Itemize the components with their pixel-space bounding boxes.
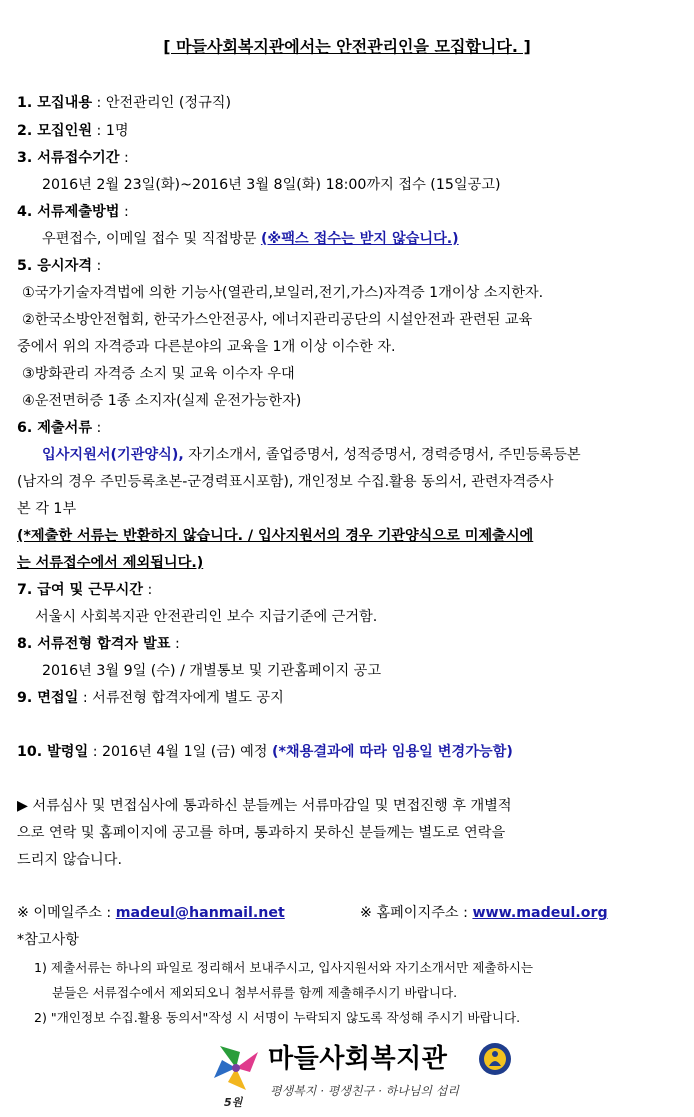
item-5 bbox=[17, 255, 101, 275]
item-10 bbox=[17, 741, 513, 761]
documents-note-1: (*제출한 서류는 반환하지 않습니다. / 입사지원서의 경우 기관양식으로 미제출시에 bbox=[17, 528, 534, 544]
item-9-value: : 서류전형 합격자에게 별도 공지 bbox=[78, 690, 284, 706]
org-logo bbox=[210, 1038, 510, 1110]
qualification-2a: ②한국소방안전협회, 한국가스안전공사, 에너지관리공단의 시설안전과 관련된 교육 bbox=[22, 312, 533, 328]
item-1-label: 1. 모집내용 bbox=[17, 95, 93, 111]
item-8-detail: 2016년 3월 9일 (수) / 개별통보 및 기관홈페이지 공고 bbox=[42, 663, 382, 679]
qualification-1: ①국가기술자격법에 의한 기능사(열관리,보일러,전기,가스)자격증 1개이상 소지한자. bbox=[22, 285, 544, 301]
item-10-label: 10. 발령일 bbox=[17, 744, 89, 760]
item-6 bbox=[17, 417, 101, 437]
email-link[interactable]: madeul@hanmail.net bbox=[115, 905, 285, 921]
email-label: ※ 이메일주소 : bbox=[17, 905, 116, 921]
qualification-3: ③방화관리 자격증 소지 및 교육 이수자 우대 bbox=[22, 366, 295, 382]
reference-1b: 분들은 서류접수에서 제외되오니 첨부서류를 함께 제출해주시기 바랍니다. bbox=[52, 985, 458, 1000]
appointment-note: (*채용결과에 따라 임용일 변경가능함) bbox=[272, 744, 513, 760]
item-3 bbox=[17, 147, 129, 167]
documents-line-3: 본 각 1부 bbox=[17, 501, 77, 517]
item-1 bbox=[17, 92, 231, 112]
item-3-sep: : bbox=[119, 150, 129, 166]
item-2 bbox=[17, 120, 129, 140]
item-10-value: : 2016년 4월 1일 (금) 예정 bbox=[88, 744, 273, 760]
fax-note: (※팩스 접수는 받지 않습니다.) bbox=[260, 231, 459, 247]
documents-line-2: (남자의 경우 주민등록초본-군경력표시포함), 개인정보 수집.활용 동의서, 관련자격증사 bbox=[17, 474, 554, 490]
item-2-value: : 1명 bbox=[92, 123, 129, 139]
homepage-link[interactable]: www.madeul.org bbox=[472, 905, 608, 921]
item-8-sep: : bbox=[170, 636, 180, 652]
item-2-label: 2. 모집인원 bbox=[17, 123, 93, 139]
documents-line-1 bbox=[42, 444, 581, 464]
item-5-sep: : bbox=[92, 258, 102, 274]
notice-line-1: ▶ 서류심사 및 면접심사에 통과하신 분들께는 서류마감일 및 면접진행 후 개별적 bbox=[17, 798, 512, 814]
item-7 bbox=[17, 579, 152, 599]
documents-note-2: 는 서류접수에서 제외됩니다.) bbox=[17, 555, 204, 571]
item-9 bbox=[17, 687, 284, 707]
email-contact bbox=[17, 902, 285, 922]
item-7-label: 7. 급여 및 근무시간 bbox=[17, 582, 144, 598]
qualification-4: ④운전면허증 1종 소지자(실제 운전가능한자) bbox=[22, 393, 302, 409]
item-9-label: 9. 면접일 bbox=[17, 690, 79, 706]
item-3-label: 3. 서류접수기간 bbox=[17, 150, 120, 166]
anniversary-mark: 5원 bbox=[224, 1096, 243, 1109]
item-6-sep: : bbox=[92, 420, 102, 436]
item-7-detail: 서울시 사회복지관 안전관리인 보수 지급기준에 근거함. bbox=[35, 609, 378, 625]
org-name: 마들사회복지관 bbox=[268, 1044, 448, 1074]
item-4 bbox=[17, 201, 129, 221]
item-7-sep: : bbox=[143, 582, 153, 598]
item-5-label: 5. 응시자격 bbox=[17, 258, 93, 274]
reference-2: 2) "개인정보 수집.활용 동의서"작성 시 서명이 누락되지 않도록 작성해 주시기 바랍니다. bbox=[34, 1010, 521, 1025]
item-3-detail: 2016년 2월 23일(화)~2016년 3월 8일(화) 18:00까지 접수 (15일공고) bbox=[42, 177, 501, 193]
page-title: [ 마들사회복지관에서는 안전관리인을 모집합니다. ] bbox=[163, 37, 531, 56]
homepage-contact bbox=[360, 902, 608, 922]
notice-line-3: 드리지 않습니다. bbox=[17, 852, 122, 868]
item-4-detail-text: 우편접수, 이메일 접수 및 직접방문 bbox=[42, 231, 261, 247]
org-slogan: 평생복지 · 평생친구 · 하나님의 섭리 bbox=[270, 1084, 459, 1098]
item-6-label: 6. 제출서류 bbox=[17, 420, 93, 436]
references-heading: *참고사항 bbox=[17, 932, 79, 948]
emblem-icon bbox=[478, 1042, 512, 1076]
item-1-value: : 안전관리인 (정규직) bbox=[92, 95, 232, 111]
item-4-sep: : bbox=[119, 204, 129, 220]
homepage-label: ※ 홈페이지주소 : bbox=[360, 905, 473, 921]
documents-line-1-rest: 자기소개서, 졸업증명서, 성적증명서, 경력증명서, 주민등록등본 bbox=[183, 447, 581, 463]
qualification-2b: 중에서 위의 자격증과 다른분야의 교육을 1개 이상 이수한 자. bbox=[17, 339, 396, 355]
item-4-label: 4. 서류제출방법 bbox=[17, 204, 120, 220]
notice-line-2: 으로 연락 및 홈페이지에 공고를 하며, 통과하지 못하신 분들께는 별도로 연락을 bbox=[17, 825, 506, 841]
item-4-detail bbox=[42, 228, 459, 248]
item-8-label: 8. 서류전형 합격자 발표 bbox=[17, 636, 171, 652]
item-8 bbox=[17, 633, 180, 653]
reference-1a: 1) 제출서류는 하나의 파일로 정리해서 보내주시고, 입사지원서와 자기소개서만 제출하시는 bbox=[34, 960, 534, 975]
application-form-highlight: 입사지원서(기관양식), bbox=[42, 447, 184, 463]
